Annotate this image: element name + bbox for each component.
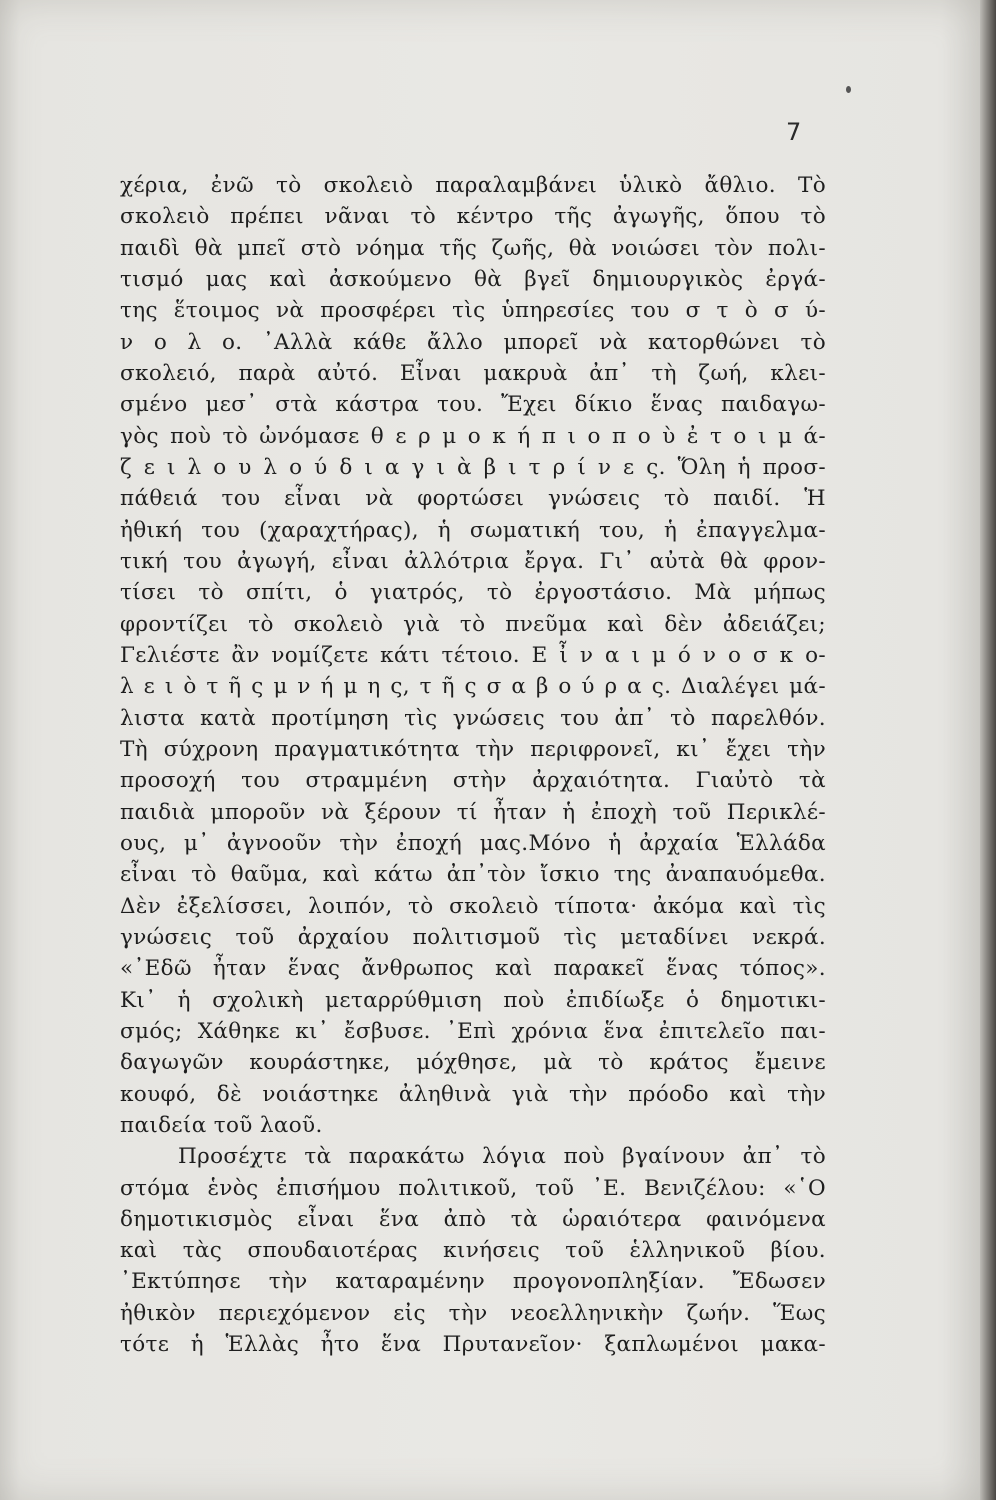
text-line: σμός; Χάθηκε κι᾿ ἔσβυσε. ᾿Επὶ χρόνια ἕνα ἐπιτελεῖο παι- — [120, 1018, 826, 1044]
text-line: προσοχή του στραμμένη στὴν ἀρχαιότητα. Γιαὐτὸ τὰ — [120, 768, 826, 794]
text-line: παιδιὰ μποροῦν νὰ ξέρουν τί ἦταν ἡ ἐποχὴ τοῦ Περικλέ- — [120, 799, 826, 825]
text-line: γὸς ποὺ τὸ ὠνόμασε θ ε ρ μ ο κ ή π ι ο π ο ὺ ἐ τ ο ι μ ά- — [120, 423, 826, 449]
text-line: ᾿Εκτύπησε τὴν καταραμένην προγονοπληξίαν. Ἔδωσεν — [120, 1269, 826, 1295]
page-number: 7 — [786, 118, 802, 146]
text-line: λ ε ι ὸ τ ῆ ς μ ν ή μ η ς, τ ῆ ς σ α β ο ύ ρ α ς. Διαλέγει μά- — [120, 674, 826, 700]
text-line: πάθειά του εἶναι νὰ φορτώσει γνώσεις τὸ παιδί. Ἡ — [120, 486, 826, 512]
text-line: Γελιέστε ἂν νομίζετε κάτι τέτοιο. Ε ἶ ν α ι μ ό ν ο σ κ ο- — [120, 642, 826, 668]
text-line: Δὲν ἐξελίσσει, λοιπόν, τὸ σκολειὸ τίποτα· ἀκόμα καὶ τὶς — [120, 893, 826, 919]
text-line: παιδεία τοῦ λαοῦ. — [120, 1112, 323, 1138]
text-line: «᾿Εδῶ ἦταν ἕνας ἄνθρωπος καὶ παρακεῖ ἕνας τόπος». — [120, 956, 826, 982]
text-line: καὶ τὰς σπουδαιοτέρας κινήσεις τοῦ ἑλληνικοῦ βίου. — [120, 1238, 826, 1264]
text-line: τισμό μας καὶ ἀσκούμενο θὰ βγεῖ δημιουργικὸς ἐργά- — [120, 266, 826, 292]
text-line: δημοτικισμὸς εἶναι ἕνα ἀπὸ τὰ ὡραιότερα φαινόμενα — [120, 1206, 826, 1232]
text-line: τίσει τὸ σπίτι, ὁ γιατρός, τὸ ἐργοστάσιο. Μὰ μήπως — [120, 580, 826, 606]
text-line: σκολειό, παρὰ αὐτό. Εἶναι μακρυὰ ἀπ᾿ τὴ ζωή, κλει- — [120, 360, 826, 386]
text-line: ζ ε ι λ ο υ λ ο ύ δ ι α γ ι ὰ β ι τ ρ ί ν ε ς. Ὅλη ἡ προσ- — [120, 454, 826, 480]
text-line: εἶναι τὸ θαῦμα, καὶ κάτω ἀπ᾿τὸν ἴσκιο της ἀναπαυόμεθα. — [120, 862, 826, 888]
text-line: σκολειὸ πρέπει νᾶναι τὸ κέντρο τῆς ἀγωγῆς, ὅπου τὸ — [120, 204, 826, 230]
text-line: σμένο μεσ᾿ στὰ κάστρα του. Ἔχει δίκιο ἕνας παιδαγω- — [120, 392, 826, 418]
text-line: Προσέχτε τὰ παρακάτω λόγια ποὺ βγαίνουν ἀπ᾿ τὸ — [178, 1144, 826, 1170]
text-line: ν ο λ ο. ᾿Αλλὰ κάθε ἄλλο μπορεῖ νὰ κατορθώνει τὸ — [120, 329, 826, 355]
text-line: ους, μ᾿ ἀγνοοῦν τὴν ἐποχή μας.Μόνο ἡ ἀρχαία Ἑλλάδα — [120, 830, 826, 856]
text-line: λιστα κατὰ προτίμηση τὶς γνώσεις του ἀπ᾿ τὸ παρελθόν. — [120, 705, 826, 731]
text-line: ἠθική του (χαραχτήρας), ἡ σωματική του, ἡ ἐπαγγελμα- — [120, 517, 826, 543]
text-line: ἠθικὸν περιεχόμενον εἰς τὴν νεοελληνικὴν ζωήν. Ἕως — [120, 1300, 826, 1326]
text-line: φροντίζει τὸ σκολειὸ γιὰ τὸ πνεῦμα καὶ δὲν ἀδειάζει; — [120, 611, 826, 637]
text-line: τότε ἡ Ἑλλὰς ἦτο ἕνα Πρυτανεῖον· ξαπλωμένοι μακα- — [120, 1332, 826, 1358]
text-line: Τὴ σύχρονη πραγματικότητα τὴν περιφρονεῖ, κι᾿ ἔχει τὴν — [120, 736, 826, 762]
text-line: δαγωγῶν κουράστηκε, μόχθησε, μὰ τὸ κράτος ἔμεινε — [120, 1050, 826, 1076]
text-line: Κι᾿ ἡ σχολικὴ μεταρρύθμιση ποὺ ἐπιδίωξε ὁ δημοτικι- — [120, 987, 826, 1013]
text-line: τική του ἀγωγή, εἶναι ἀλλότρια ἔργα. Γι᾿ αὐτὰ θὰ φρον- — [120, 548, 826, 574]
text-line: γνώσεις τοῦ ἀρχαίου πολιτισμοῦ τὶς μεταδίνει νεκρά. — [120, 924, 826, 950]
page-edge — [980, 0, 996, 1500]
body-text — [120, 170, 826, 1360]
text-line: παιδὶ θὰ μπεῖ στὸ νόημα τῆς ζωῆς, θὰ νοιώσει τὸν πολι- — [120, 235, 826, 261]
text-line: της ἕτοιμος νὰ προσφέρει τὶς ὑπηρεσίες του σ τ ὸ σ ύ- — [120, 298, 826, 324]
ink-speck — [846, 86, 851, 93]
text-line: κουφό, δὲ νοιάστηκε ἀληθινὰ γιὰ τὴν πρόοδο καὶ τὴν — [120, 1081, 826, 1107]
text-line: χέρια, ἐνῶ τὸ σκολειὸ παραλαμβάνει ὑλικὸ ἄθλιο. Τὸ — [120, 173, 826, 198]
text-line: στόμα ἑνὸς ἐπισήμου πολιτικοῦ, τοῦ ᾿Ε. Βενιζέλου: «῾Ο — [120, 1175, 826, 1201]
